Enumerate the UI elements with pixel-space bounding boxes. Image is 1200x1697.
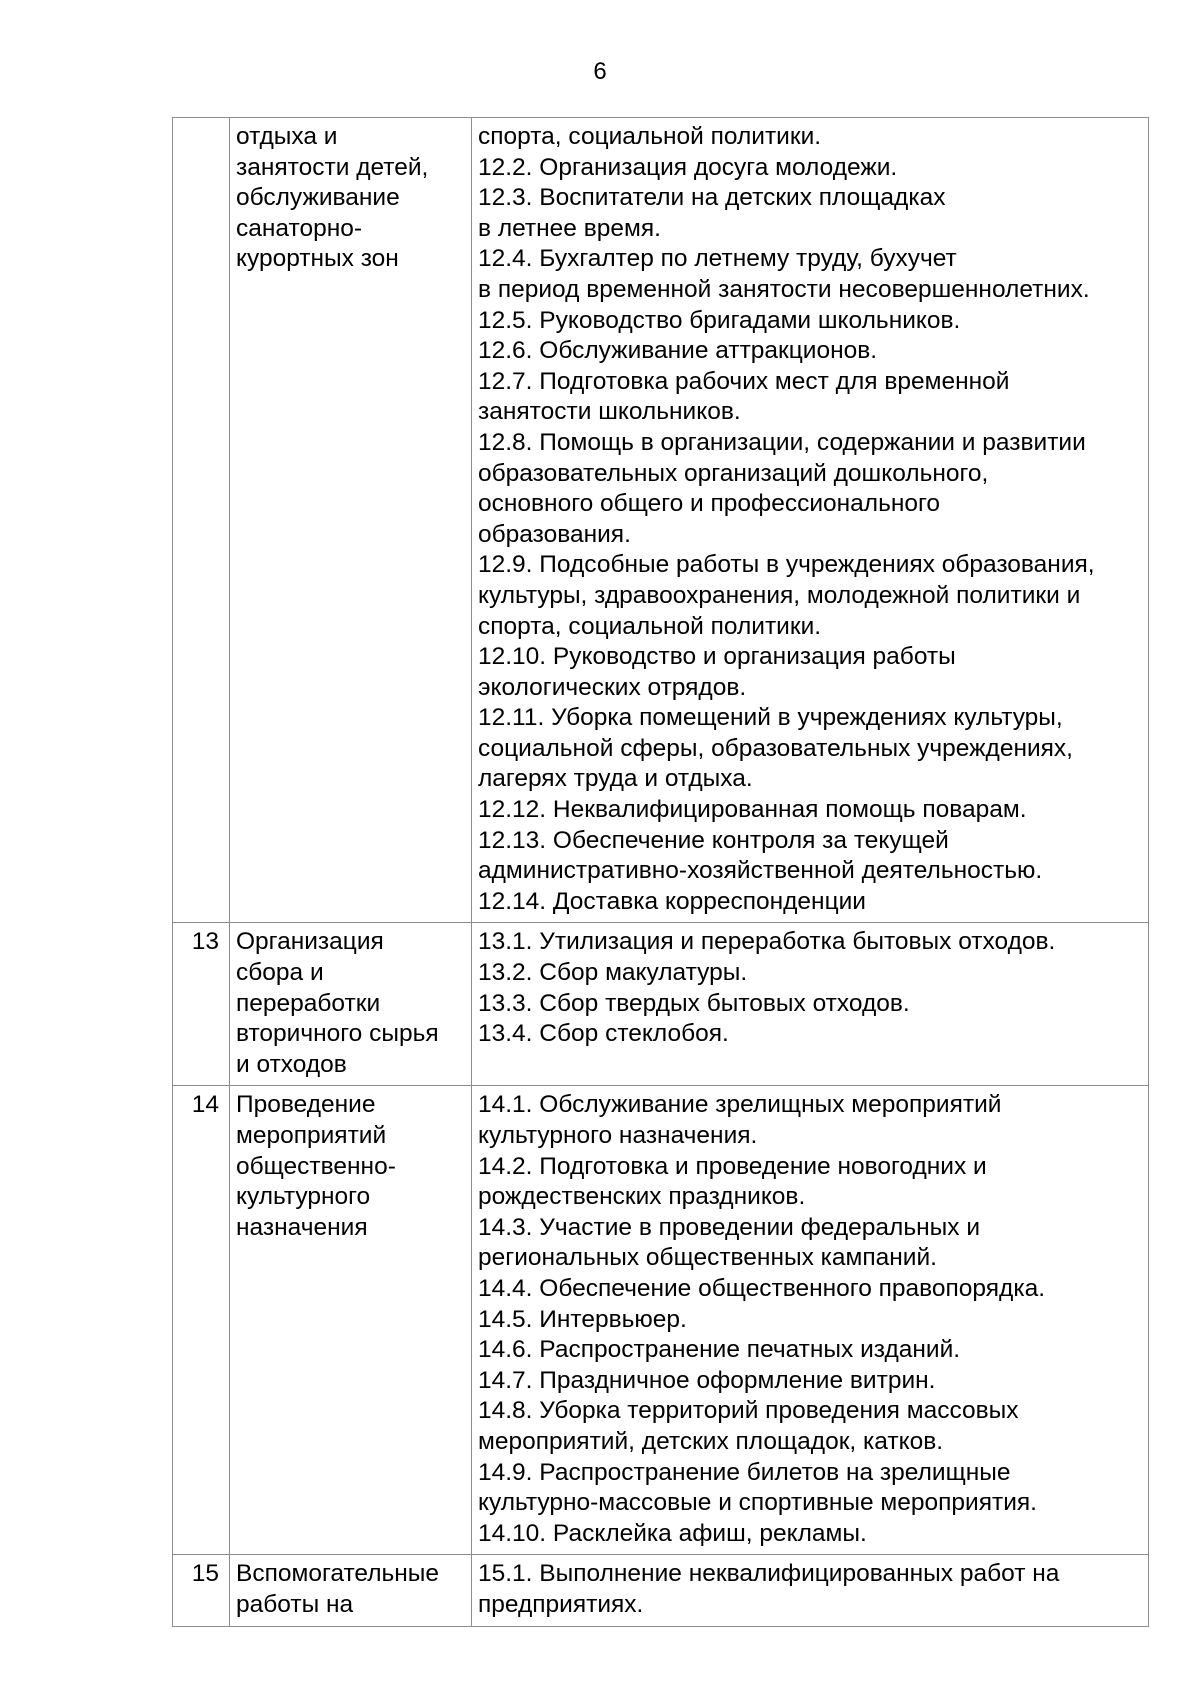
work-item-line: 12.2. Организация досуга молодежи.: [478, 153, 898, 181]
work-category: Вспомогательные работы на: [230, 1555, 472, 1626]
work-item-line: образовательных организаций дошкольного,: [478, 459, 989, 487]
work-item-line: региональных общественных кампаний.: [478, 1244, 937, 1272]
work-category: Проведение мероприятий общественно- культурного назначения: [230, 1086, 472, 1555]
work-item-line: спорта, социальной политики.: [478, 123, 822, 150]
work-item-line: 12.3. Воспитатели на детских площадках: [478, 184, 946, 212]
work-item-line: 14.8. Уборка территорий проведения массовых: [478, 1397, 1019, 1425]
work-item-line: культуры, здравоохранения, молодежной политики и: [478, 581, 1081, 609]
work-item-line: 12.7. Подготовка рабочих мест для временной: [478, 367, 1010, 395]
page-number: 6: [593, 58, 607, 85]
work-item-line: 15.1. Выполнение неквалифицированных работ на: [478, 1560, 1060, 1588]
work-item-line: 14.3. Участие в проведении федеральных и: [478, 1213, 980, 1241]
work-item-line: 14.4. Обеспечение общественного правопорядка.: [478, 1274, 1046, 1302]
work-item-line: предприятиях.: [478, 1590, 644, 1618]
work-item-line: административно-хозяйственной деятельностью.: [478, 857, 1043, 885]
table-row: [173, 1555, 1149, 1626]
work-item-line: социальной сферы, образовательных учреждениях,: [478, 734, 1073, 762]
work-items: [472, 118, 1149, 923]
work-item-line: занятости школьников.: [478, 398, 741, 426]
work-item-line: 12.13. Обеспечение контроля за текущей: [478, 826, 949, 854]
table-row: [173, 923, 1149, 1086]
work-item-line: мероприятий, детских площадок, катков.: [478, 1427, 944, 1455]
work-category: отдыха и занятости детей, обслуживание санаторно- курортных зон: [230, 118, 472, 923]
table-row: [173, 118, 1149, 923]
row-number: 13: [173, 923, 230, 1086]
work-category: Организация сбора и переработки вторичного сырья и отходов: [230, 923, 472, 1086]
row-number: [173, 118, 230, 923]
work-items: [472, 1555, 1149, 1626]
work-item-line: 12.5. Руководство бригадами школьников.: [478, 306, 961, 334]
work-item-line: 13.1. Утилизация и переработка бытовых отходов.: [478, 928, 1056, 956]
work-items: [472, 1086, 1149, 1555]
work-item-line: 14.1. Обслуживание зрелищных мероприятий: [478, 1091, 1002, 1119]
row-number: 14: [173, 1086, 230, 1555]
work-item-line: 14.9. Распространение билетов на зрелищные: [478, 1458, 1011, 1486]
work-types-table: [172, 117, 1149, 1627]
work-item-line: 13.4. Сбор стеклобоя.: [478, 1020, 729, 1048]
work-item-line: образования.: [478, 520, 631, 548]
work-item-line: 14.6. Распространение печатных изданий.: [478, 1336, 961, 1364]
work-item-line: основного общего и профессионального: [478, 490, 941, 518]
work-item-line: 13.2. Сбор макулатуры.: [478, 959, 748, 987]
work-item-line: 12.11. Уборка помещений в учреждениях культуры,: [478, 704, 1063, 732]
work-item-line: 12.8. Помощь в организации, содержании и развитии: [478, 428, 1086, 456]
table-body: [173, 118, 1149, 1627]
work-item-line: культурного назначения.: [478, 1122, 758, 1149]
work-item-line: 14.2. Подготовка и проведение новогодних и: [478, 1152, 987, 1180]
work-item-line: экологических отрядов.: [478, 673, 747, 701]
work-item-line: 12.6. Обслуживание аттракционов.: [478, 337, 878, 365]
work-item-line: 13.3. Сбор твердых бытовых отходов.: [478, 989, 910, 1017]
work-item-line: 14.10. Расклейка афиш, рекламы.: [478, 1519, 867, 1547]
work-item-line: культурно-массовые и спортивные мероприятия.: [478, 1489, 1037, 1517]
work-item-line: 12.4. Бухгалтер по летнему труду, бухучет: [478, 245, 957, 273]
table-row: [173, 1086, 1149, 1555]
work-item-line: в летнее время.: [478, 214, 661, 242]
work-item-line: 14.5. Интервьюер.: [478, 1305, 687, 1333]
work-item-line: спорта, социальной политики.: [478, 612, 822, 640]
work-item-line: 12.14. Доставка корреспонденции: [478, 887, 866, 915]
work-item-line: 14.7. Праздничное оформление витрин.: [478, 1366, 936, 1394]
work-item-line: рождественских праздников.: [478, 1183, 806, 1211]
work-items: [472, 923, 1149, 1086]
work-item-line: лагерях труда и отдыха.: [478, 765, 753, 793]
work-item-line: 12.12. Неквалифицированная помощь поварам.: [478, 796, 1027, 824]
work-item-line: в период временной занятости несовершеннолетних.: [478, 275, 1090, 303]
work-item-line: 12.10. Руководство и организация работы: [478, 643, 956, 671]
row-number: 15: [173, 1555, 230, 1626]
work-item-line: 12.9. Подсобные работы в учреждениях образования,: [478, 551, 1095, 579]
